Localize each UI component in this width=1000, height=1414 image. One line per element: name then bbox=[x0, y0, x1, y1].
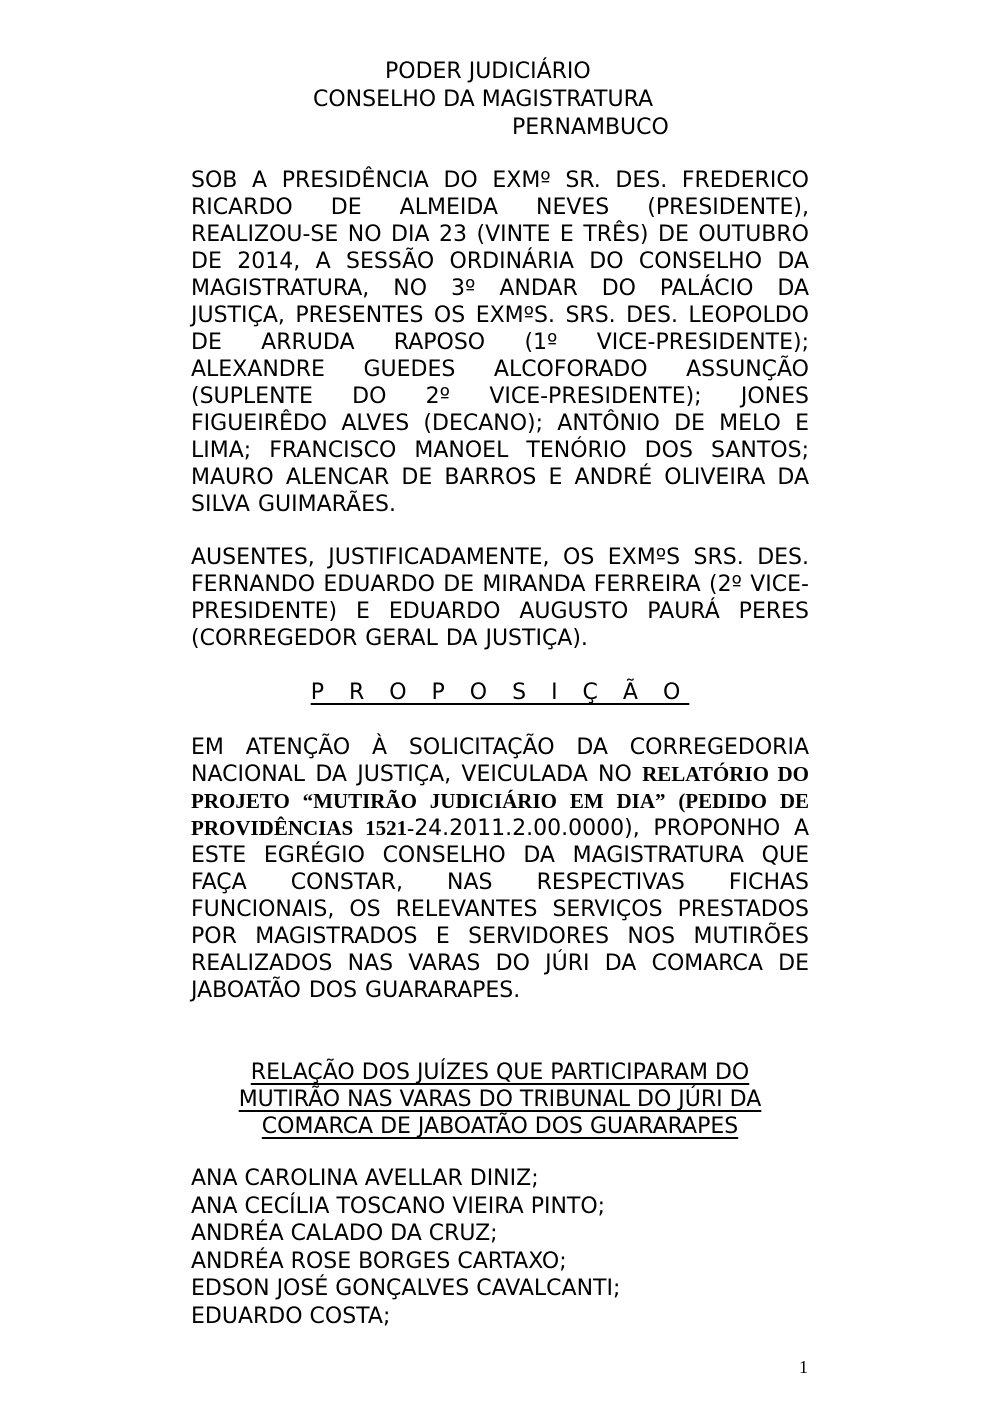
proposition-title bbox=[0, 680, 1000, 705]
proposition-text-part1: EM ATENÇÃO À SOLICITAÇÃO DA CORREGEDORIA NACIONAL DA JUSTIÇA, VEICULADA NO bbox=[191, 735, 809, 787]
relation-title-line1: RELAÇÃO DOS JUÍZES QUE PARTICIPARAM DO bbox=[250, 1060, 750, 1085]
list-item: ANA CECÍLIA TOSCANO VIEIRA PINTO; bbox=[191, 1193, 606, 1219]
list-item: EDUARDO COSTA; bbox=[191, 1303, 391, 1329]
list-item: ANDRÉA ROSE BORGES CARTAXO; bbox=[191, 1248, 567, 1274]
absent-paragraph: AUSENTES, JUSTIFICADAMENTE, OS EXMºS SRS. DES. FERNANDO EDUARDO DE MIRANDA FERREIRA (2º VICE-PRESIDENTE) E EDUARDO AUGUSTO PAURÁ PERES (CORREGEDOR GERAL DA JUSTIÇA). bbox=[191, 545, 809, 651]
header-line-judiciary: PODER JUDICIÁRIO bbox=[385, 59, 591, 84]
judges-list bbox=[191, 1165, 809, 1330]
judges-relation-title bbox=[0, 1059, 1000, 1140]
list-item: ANA CAROLINA AVELLAR DINIZ; bbox=[191, 1166, 539, 1191]
relation-title-line2: MUTIRÃO NAS VARAS DO TRIBUNAL DO JÚRI DA bbox=[238, 1087, 762, 1112]
relation-title-line3: COMARCA DE JABOATÃO DOS GUARARAPES bbox=[261, 1114, 739, 1139]
proposition-text-part3: 24.2011.2.00.0000), PROPONHO A ESTE EGRÉGIO CONSELHO DA MAGISTRATURA QUE FAÇA CONSTAR, NAS RESPECTIVAS FICHAS FUNCIONAIS, OS RELEVANTES SERVIÇOS PRESTADOS POR MAGISTRADOS E SERVIDORES NOS MUTIRÕES REALIZADOS NAS VARAS DO JÚRI DA COMARCA DE JABOATÃO DOS GUARARAPES. bbox=[191, 816, 809, 1003]
proposition-text-bold: RELATÓRIO DO PROJETO “MUTIRÃO JUDICIÁRIO EM DIA” (PEDIDO DE PROVIDÊNCIAS 1521- bbox=[191, 762, 809, 840]
header-line-state: PERNAMBUCO bbox=[512, 115, 669, 140]
list-item: EDSON JOSÉ GONÇALVES CAVALCANTI; bbox=[191, 1276, 621, 1301]
session-paragraph: SOB A PRESIDÊNCIA DO EXMº SR. DES. FREDERICO RICARDO DE ALMEIDA NEVES (PRESIDENTE), REALIZOU-SE NO DIA 23 (VINTE E TRÊS) DE OUTUBRO DE 2014, A SESSÃO ORDINÁRIA DO CONSELHO DA MAGISTRATURA, NO 3º ANDAR DO PALÁCIO DA JUSTIÇA, PRESENTES OS EXMºS. SRS. DES. LEOPOLDO DE ARRUDA RAPOSO (1º VICE-PRESIDENTE); ALEXANDRE GUEDES ALCOFORADO ASSUNÇÃO (SUPLENTE DO 2º VICE-PRESIDENTE); JONES FIGUEIRÊDO ALVES (DECANO); ANTÔNIO DE MELO E LIMA; FRANCISCO MANOEL TENÓRIO DOS SANTOS; MAURO ALENCAR DE BARROS E ANDRÉ OLIVEIRA DA SILVA GUIMARÃES. bbox=[191, 168, 809, 517]
proposition-title-text: P R O P O S I Ç Ã O bbox=[310, 680, 690, 705]
header-line-council: CONSELHO DA MAGISTRATURA bbox=[313, 87, 654, 112]
page-number: 1 bbox=[799, 1357, 808, 1377]
proposition-paragraph bbox=[191, 734, 809, 1004]
list-item: ANDRÉA CALADO DA CRUZ; bbox=[191, 1221, 498, 1246]
